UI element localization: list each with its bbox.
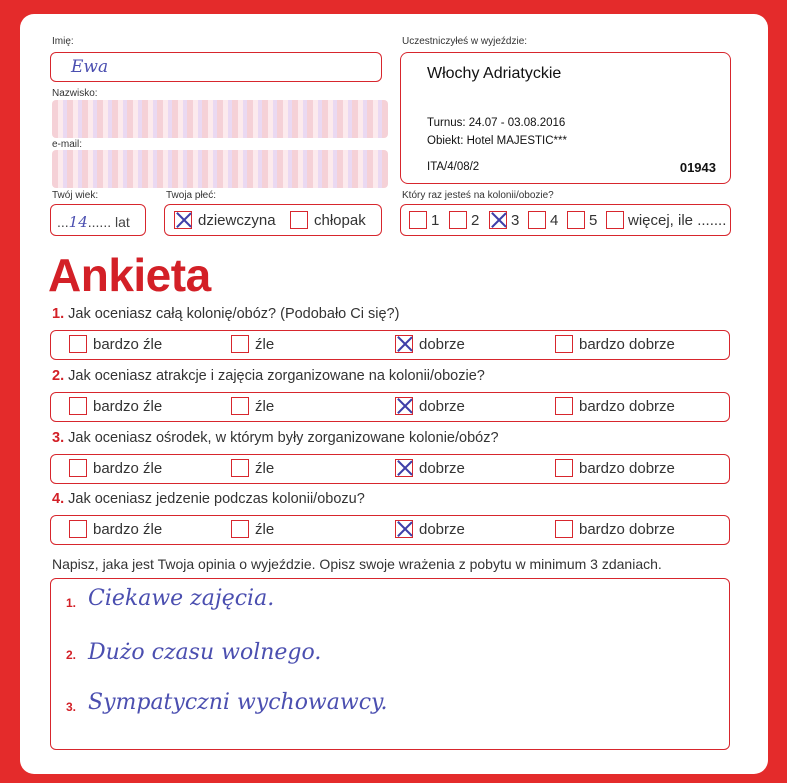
question-4-option-3[interactable] — [395, 520, 465, 538]
question-2-checkbox-2[interactable] — [231, 397, 249, 415]
which-time-label-1: 1 — [431, 211, 440, 229]
question-2-text: Jak oceniasz atrakcje i zajęcia zorganizowane na kolonii/obozie? — [68, 368, 485, 384]
opinion-prompt: Napisz, jaka jest Twoja opinia o wyjeździe. Opisz swoje wrażenia z pobytu w minimum 3 zdaniach. — [52, 556, 662, 572]
opinion-line-3-text: Sympatyczni wychowawcy. — [88, 690, 388, 715]
surname-label: Nazwisko: — [52, 88, 98, 99]
gender-boy-label: chłopak — [314, 211, 366, 229]
which-time-option-5[interactable] — [567, 211, 597, 229]
question-4-option-label-4: bardzo dobrze — [579, 520, 675, 538]
opinion-line-1-text: Ciekawe zajęcia. — [88, 586, 275, 611]
question-2-checkbox-4[interactable] — [555, 397, 573, 415]
surname-redacted — [52, 100, 388, 138]
question-2-option-label-2: źle — [255, 397, 275, 415]
survey-title: Ankieta — [48, 249, 211, 301]
checkbox-1[interactable] — [409, 211, 427, 229]
question-4-checkbox-2[interactable] — [231, 520, 249, 538]
question-1-text: Jak oceniasz całą kolonię/obóz? (Podobało Ci się?) — [68, 306, 400, 322]
gender-group — [164, 204, 382, 236]
opinion-line-1-num: 1. — [66, 596, 77, 610]
question-4-number: 4. — [52, 491, 65, 507]
question-4-option-label-2: źle — [255, 520, 275, 538]
trip-title: Włochy Adriatyckie — [427, 65, 562, 82]
age-field[interactable] — [50, 204, 146, 236]
which-time-label-more: więcej, ile ....... — [628, 211, 727, 229]
which-time-option-1[interactable] — [409, 211, 439, 229]
question-3-option-4[interactable] — [555, 459, 675, 477]
age-suffix: ...... lat — [87, 214, 130, 230]
question-3-option-label-2: źle — [255, 459, 275, 477]
question-3-text: Jak oceniasz ośrodek, w którym były zorganizowane kolonie/obóz? — [68, 430, 499, 446]
question-1-option-label-4: bardzo dobrze — [579, 335, 675, 353]
which-time-label-3: 3 — [511, 211, 520, 229]
question-4-checkbox-3[interactable] — [395, 520, 413, 538]
question-2-options — [50, 392, 730, 422]
question-3-checkbox-3[interactable] — [395, 459, 413, 477]
question-1-number: 1. — [52, 306, 65, 322]
question-3-options — [50, 454, 730, 484]
question-3-option-label-1: bardzo źle — [93, 459, 163, 477]
question-3-checkbox-4[interactable] — [555, 459, 573, 477]
checkbox-more[interactable] — [606, 211, 624, 229]
question-4-text: Jak oceniasz jedzenie podczas kolonii/obozu? — [68, 491, 365, 507]
question-2-option-4[interactable] — [555, 397, 675, 415]
question-1-checkbox-4[interactable] — [555, 335, 573, 353]
name-field[interactable] — [50, 52, 382, 82]
question-1-option-label-2: źle — [255, 335, 275, 353]
question-1-option-4[interactable] — [555, 335, 675, 353]
which-time-option-more[interactable] — [606, 211, 726, 229]
question-2-option-2[interactable] — [231, 397, 274, 415]
question-2-checkbox-3[interactable] — [395, 397, 413, 415]
question-4-checkbox-4[interactable] — [555, 520, 573, 538]
question-4-checkbox-1[interactable] — [69, 520, 87, 538]
question-2-checkbox-1[interactable] — [69, 397, 87, 415]
question-3-option-label-3: dobrze — [419, 459, 465, 477]
question-1-checkbox-3[interactable] — [395, 335, 413, 353]
opinion-line-3-num: 3. — [66, 700, 77, 714]
question-3 — [52, 430, 499, 446]
checkbox-5[interactable] — [567, 211, 585, 229]
question-2-option-label-1: bardzo źle — [93, 397, 163, 415]
trip-code: ITA/4/08/2 — [427, 161, 480, 173]
question-1 — [52, 306, 399, 322]
checkbox-4[interactable] — [528, 211, 546, 229]
name-value: Ewa — [71, 57, 109, 77]
question-3-option-label-4: bardzo dobrze — [579, 459, 675, 477]
question-3-checkbox-1[interactable] — [69, 459, 87, 477]
trip-turnus: Turnus: 24.07 - 03.08.2016 — [427, 117, 566, 129]
question-2-number: 2. — [52, 368, 65, 384]
which-time-label: Który raz jesteś na kolonii/obozie? — [402, 190, 554, 201]
question-3-option-2[interactable] — [231, 459, 274, 477]
question-4-option-label-1: bardzo źle — [93, 520, 163, 538]
question-1-option-3[interactable] — [395, 335, 465, 353]
question-3-number: 3. — [52, 430, 65, 446]
question-4-option-2[interactable] — [231, 520, 274, 538]
question-2 — [52, 368, 485, 384]
checkbox-boy[interactable] — [290, 211, 308, 229]
question-1-checkbox-2[interactable] — [231, 335, 249, 353]
which-time-label-2: 2 — [471, 211, 480, 229]
question-4 — [52, 491, 365, 507]
gender-option-boy[interactable] — [290, 211, 366, 229]
trip-label: Uczestniczyłeś w wyjeździe: — [402, 36, 528, 47]
question-4-option-4[interactable] — [555, 520, 675, 538]
question-1-option-1[interactable] — [69, 335, 162, 353]
email-label: e-mail: — [52, 139, 83, 150]
trip-obiekt: Obiekt: Hotel MAJESTIC*** — [427, 135, 567, 147]
gender-girl-label: dziewczyna — [198, 211, 276, 229]
which-time-label-4: 4 — [550, 211, 559, 229]
which-time-option-2[interactable] — [449, 211, 479, 229]
which-time-label-5: 5 — [589, 211, 598, 229]
gender-label: Twoja płeć: — [166, 190, 217, 201]
question-2-option-label-4: bardzo dobrze — [579, 397, 675, 415]
trip-number: 01943 — [679, 160, 716, 175]
name-label: Imię: — [52, 36, 74, 47]
age-prefix: ... — [57, 214, 69, 230]
which-time-group — [400, 204, 731, 236]
question-1-option-label-3: dobrze — [419, 335, 465, 353]
question-4-options — [50, 515, 730, 545]
which-time-option-3[interactable] — [489, 211, 519, 229]
question-2-option-1[interactable] — [69, 397, 162, 415]
age-value: 14 — [68, 213, 88, 231]
question-1-checkbox-1[interactable] — [69, 335, 87, 353]
which-time-option-4[interactable] — [528, 211, 558, 229]
question-1-option-2[interactable] — [231, 335, 274, 353]
checkbox-3[interactable] — [489, 211, 507, 229]
gender-option-girl[interactable] — [174, 211, 276, 229]
question-1-option-label-1: bardzo źle — [93, 335, 163, 353]
question-1-options — [50, 330, 730, 360]
question-3-option-3[interactable] — [395, 459, 465, 477]
question-2-option-3[interactable] — [395, 397, 465, 415]
email-redacted — [52, 150, 388, 188]
trip-box — [400, 52, 731, 184]
question-3-checkbox-2[interactable] — [231, 459, 249, 477]
question-4-option-1[interactable] — [69, 520, 162, 538]
opinion-line-2-text: Dużo czasu wolnego. — [88, 640, 322, 665]
question-4-option-label-3: dobrze — [419, 520, 465, 538]
checkbox-2[interactable] — [449, 211, 467, 229]
opinion-line-2-num: 2. — [66, 648, 77, 662]
age-label: Twój wiek: — [52, 190, 99, 201]
question-2-option-label-3: dobrze — [419, 397, 465, 415]
checkbox-girl[interactable] — [174, 211, 192, 229]
question-3-option-1[interactable] — [69, 459, 162, 477]
